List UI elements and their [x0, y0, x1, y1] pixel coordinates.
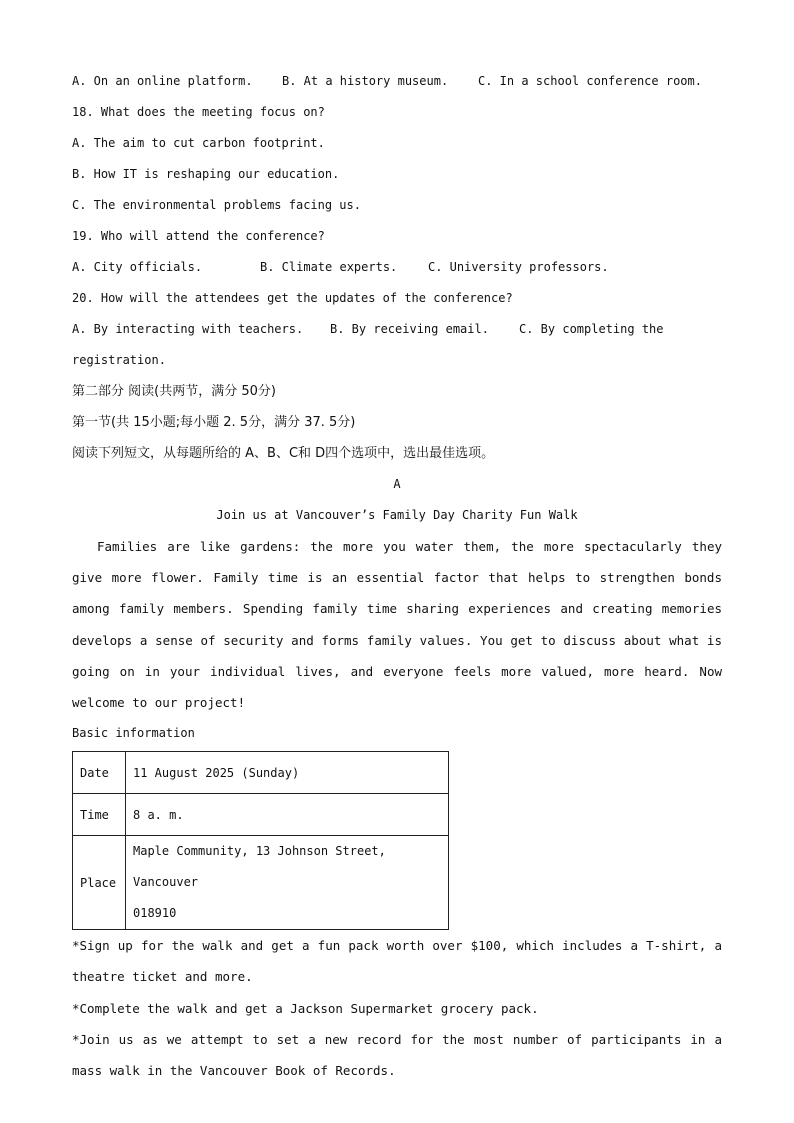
passage-paragraph: Families are like gardens: the more you water them, the more spectacularly they give more flower. Family time is an essential factor that helps to strengthen bonds among family members. Spending family time sharing experiences and creating memories develops a sense of security and forms family values. You get to discuss about what is going on in your individual lives, and everyone feels more valued, more heard. Now welcome to our project! [72, 539, 722, 711]
q19-option-a[interactable]: A. City officials. [72, 260, 203, 274]
passage-letter: A [393, 477, 401, 491]
note-fun-pack: *Sign up for the walk and get a fun pack worth over $100, which includes a T-shirt, a theatre ticket and more. [72, 938, 722, 985]
q20-options [72, 314, 722, 345]
time-value: 8 a. m. [126, 794, 449, 836]
q19-option-b[interactable]: B. Climate experts. [260, 260, 398, 274]
place-value-line-1: Maple Community, 13 Johnson Street, Vancouver [133, 844, 386, 890]
q17-option-b[interactable]: B. At a history museum. [282, 74, 449, 88]
part-two-title: 第二部分 阅读(共两节，满分 50分) [72, 384, 276, 399]
q19-question: 19. Who will attend the conference? [72, 229, 325, 243]
reading-instructions: 阅读下列短文，从每题所给的 A、B、C和 D四个选项中，选出最佳选项。 [72, 446, 495, 461]
q20-option-c-continued: registration. [72, 353, 166, 367]
table-row-place [73, 836, 449, 930]
passage-title: Join us at Vancouver’s Family Day Charity Fun Walk [216, 508, 578, 522]
note-grocery-pack: *Complete the walk and get a Jackson Supermarket grocery pack. [72, 1000, 539, 1016]
q19-option-c[interactable]: C. University professors. [428, 260, 609, 274]
q17-options [72, 66, 722, 97]
q20-option-a[interactable]: A. By interacting with teachers. [72, 322, 304, 336]
q19-options [72, 252, 722, 283]
table-row-date [73, 752, 449, 794]
place-value-line-2: 018910 [133, 906, 177, 921]
q18-option-a[interactable]: A. The aim to cut carbon footprint. [72, 136, 325, 150]
q17-option-c[interactable]: C. In a school conference room. [478, 74, 702, 88]
section-one-title: 第一节(共 15小题;每小题 2. 5分，满分 37. 5分) [72, 415, 356, 430]
q20-option-b[interactable]: B. By receiving email. [330, 322, 489, 336]
basic-info-table [72, 751, 449, 930]
q18-option-c[interactable]: C. The environmental problems facing us. [72, 198, 361, 212]
basic-info-label: Basic information [72, 726, 195, 741]
exam-page [72, 66, 722, 1086]
table-row-time [73, 794, 449, 836]
place-value [126, 836, 449, 930]
place-label: Place [73, 836, 126, 930]
time-label: Time [73, 794, 126, 836]
q20-question: 20. How will the attendees get the updates of the conference? [72, 291, 513, 305]
date-label: Date [73, 752, 126, 794]
note-record-attempt: *Join us as we attempt to set a new record for the most number of participants in a mass walk in the Vancouver Book of Records. [72, 1031, 722, 1079]
date-value: 11 August 2025 (Sunday) [126, 752, 449, 794]
q20-option-c[interactable]: C. By completing the [519, 322, 664, 336]
q17-option-a[interactable]: A. On an online platform. [72, 74, 253, 88]
q18-question: 18. What does the meeting focus on? [72, 105, 325, 119]
q18-option-b[interactable]: B. How IT is reshaping our education. [72, 167, 340, 181]
